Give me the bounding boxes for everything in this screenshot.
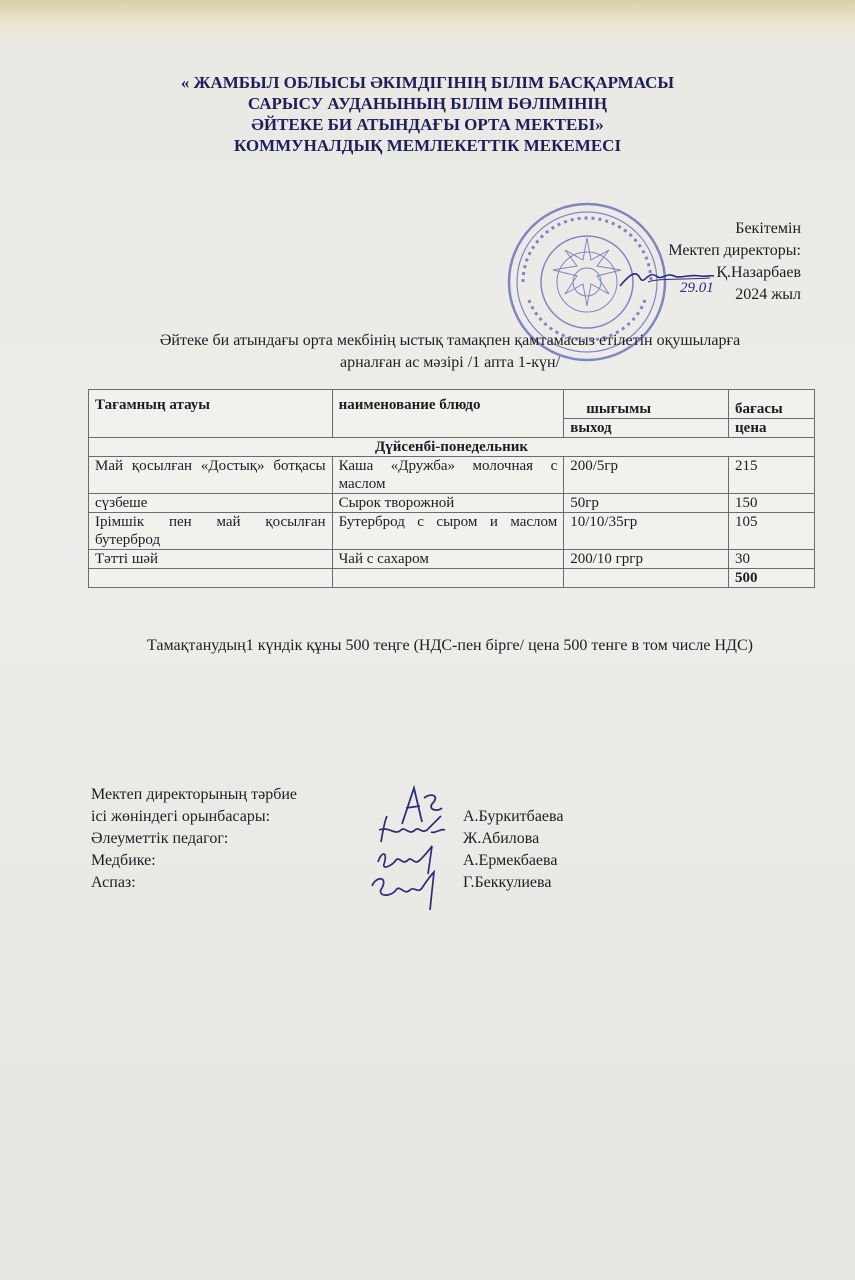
- table-row: [89, 494, 815, 513]
- handwritten-date: 29.01: [680, 280, 714, 296]
- header-line-3: ӘЙТЕКЕ БИ АТЫНДАҒЫ ОРТА МЕКТЕБІ»: [251, 115, 604, 134]
- dish-price: 105: [729, 513, 815, 550]
- signatories-block: [91, 784, 611, 894]
- header-price-kz: бағасы: [729, 390, 815, 419]
- table-row: [89, 513, 815, 550]
- table-row: [89, 457, 815, 494]
- nurse-name: А.Ермекбаева: [463, 852, 558, 869]
- empty-cell: [332, 569, 564, 588]
- dish-price: 150: [729, 494, 815, 513]
- signatory-row: [91, 872, 611, 894]
- approve-word: Бекітемін: [735, 220, 801, 237]
- dish-output: 200/10 гргр: [564, 550, 729, 569]
- dish-output: 200/5гр: [564, 457, 729, 494]
- signatory-row: [91, 784, 611, 806]
- dish-price: 215: [729, 457, 815, 494]
- cook-name: Г.Беккулиева: [463, 874, 552, 891]
- paper-top-edge: [0, 0, 855, 40]
- dish-kz: Май қосылған «Достық» ботқасы: [89, 457, 333, 494]
- signatory-row: [91, 806, 611, 828]
- table-row: [89, 550, 815, 569]
- dish-output: 10/10/35гр: [564, 513, 729, 550]
- header-price-ru: цена: [729, 419, 815, 438]
- header-kz-name: Тағамның атауы: [89, 390, 333, 438]
- approval-year: 2024 жыл: [735, 286, 801, 303]
- dish-output: 50гр: [564, 494, 729, 513]
- price-note: Тамақтанудың1 күндік құны 500 теңге (НДС-пен бірге/ цена 500 тенге в том числе НДС): [147, 637, 753, 654]
- intro-line-2: арналған ас мәзірі /1 апта 1-күн/: [339, 354, 561, 371]
- cook-signature-icon: [366, 866, 448, 914]
- header-line-4: КОММУНАЛДЫҚ МЕМЛЕКЕТТІК МЕКЕМЕСІ: [233, 136, 622, 155]
- signatory-row: [91, 850, 611, 872]
- signatory-row: [91, 828, 611, 850]
- social-name: Ж.Абилова: [463, 830, 540, 847]
- header-output-kz: шығымы: [564, 390, 729, 419]
- menu-table: [88, 389, 815, 588]
- dish-price: 30: [729, 550, 815, 569]
- dish-ru: Чай с сахаром: [332, 550, 564, 569]
- header-ru-name: наименование блюдо: [332, 390, 564, 438]
- day-row: [89, 438, 815, 457]
- dish-kz: сүзбеше: [89, 494, 333, 513]
- deputy-role-line-2: ісі жөніндегі орынбасары:: [91, 808, 271, 825]
- header-line-1: « ЖАМБЫЛ ОБЛЫСЫ ӘКІМДІГІНІҢ БІЛІМ БАСҚАРМАСЫ: [180, 73, 675, 92]
- document-header: [0, 72, 855, 156]
- social-role: Әлеуметтік педагог:: [91, 830, 229, 847]
- director-name: Қ.Назарбаев: [716, 264, 801, 281]
- total-price: 500: [729, 569, 815, 588]
- header-line-2: САРЫСУ АУДАНЫНЫҢ БІЛІМ БӨЛІМІНІҢ: [247, 94, 608, 113]
- dish-ru: Сырок творожной: [332, 494, 564, 513]
- menu-intro: [100, 330, 800, 374]
- deputy-role-line-1: Мектеп директорының тәрбие: [91, 786, 298, 803]
- header-output-ru: выход: [564, 419, 729, 438]
- nurse-role: Медбике:: [91, 852, 156, 869]
- director-position: Мектеп директоры:: [668, 242, 801, 259]
- empty-cell: [564, 569, 729, 588]
- dish-ru: Бутерброд с сыром и маслом: [332, 513, 564, 550]
- total-row: [89, 569, 815, 588]
- table-header-row: [89, 390, 815, 419]
- day-label: Дүйсенбі-понедельник: [89, 438, 815, 457]
- deputy-name: А.Буркитбаева: [463, 808, 564, 825]
- empty-cell: [89, 569, 333, 588]
- intro-line-1: Әйтеке би атындағы орта мекбінің ыстық тамақпен қамтамасыз етілетін оқушыларға: [159, 332, 741, 349]
- dish-kz: Ірімшік пен май қосылған бутерброд: [89, 513, 333, 550]
- cook-role: Аспаз:: [91, 874, 136, 891]
- dish-ru: Каша «Дружба» молочная с маслом: [332, 457, 564, 494]
- dish-kz: Тәтті шәй: [89, 550, 333, 569]
